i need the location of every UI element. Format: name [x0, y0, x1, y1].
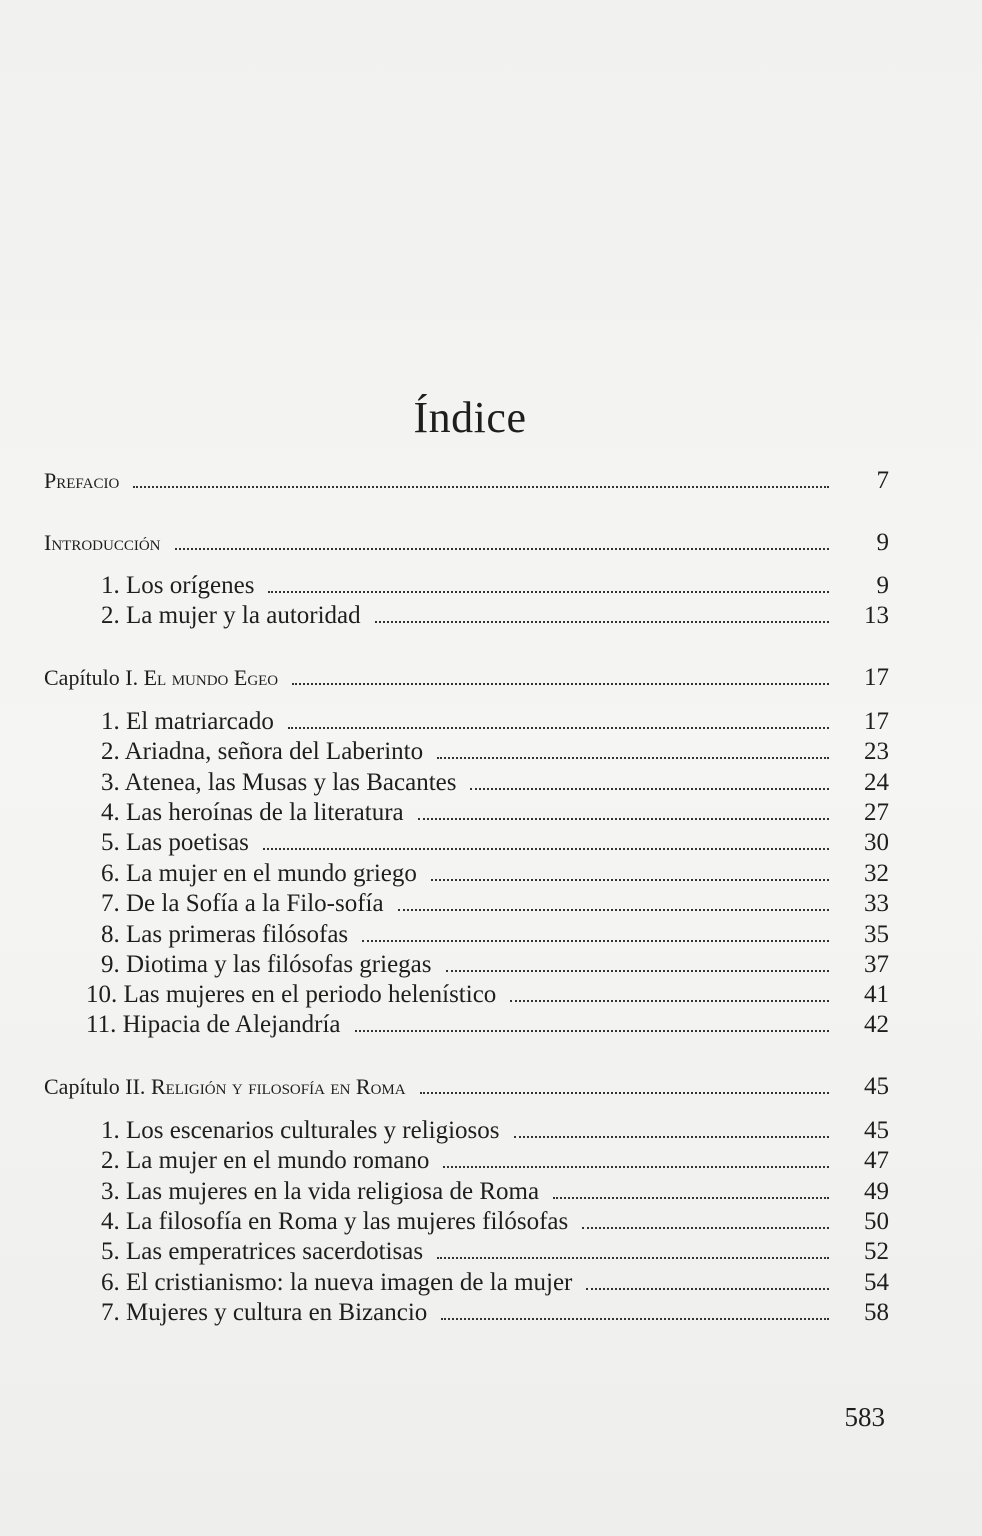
toc-entry-label: 2. La mujer en el mundo romano — [101, 1147, 430, 1174]
toc-entry-label: 5. Las emperatrices sacerdotisas — [101, 1238, 424, 1265]
toc-entry-label: 2. La mujer y la autoridad — [101, 602, 361, 629]
dot-leader — [375, 621, 829, 623]
toc-entry-prefacio[interactable] — [44, 466, 889, 496]
dot-leader — [470, 788, 829, 790]
dot-leader — [553, 1197, 829, 1199]
toc-entry-section[interactable] — [101, 601, 889, 631]
toc-entry-section[interactable] — [101, 1298, 889, 1328]
toc-entry-page: 58 — [864, 1299, 889, 1326]
dot-leader — [292, 683, 829, 685]
dot-leader — [443, 1166, 829, 1168]
toc-entry-section[interactable] — [101, 1146, 889, 1176]
dot-leader — [437, 757, 829, 759]
dot-leader — [441, 1318, 829, 1320]
toc-entry-page: 17 — [864, 664, 889, 691]
toc-entry-page: 54 — [864, 1269, 889, 1296]
toc-entry-page: 9 — [876, 572, 889, 599]
toc-entry-page: 23 — [864, 738, 889, 765]
toc-entry-page: 49 — [864, 1178, 889, 1205]
toc-entry-label: 6. La mujer en el mundo griego — [101, 860, 417, 887]
toc-entry-section[interactable] — [101, 707, 889, 737]
toc-entry-label: 4. Las heroínas de la literatura — [101, 799, 404, 826]
toc-entry-page: 52 — [864, 1238, 889, 1265]
toc-entry-page: 32 — [864, 860, 889, 887]
dot-leader — [355, 1030, 829, 1032]
toc-entry-section[interactable] — [101, 571, 889, 601]
chapter-prefix: Capítulo I. — [44, 665, 144, 690]
toc-entry-section[interactable] — [101, 889, 889, 919]
toc-entry-section[interactable] — [101, 768, 889, 798]
toc-entry-section[interactable] — [101, 828, 889, 858]
toc-entry-label: Introducción — [44, 530, 161, 555]
toc-entry-section[interactable] — [101, 1237, 889, 1267]
toc-entry-capitulo-1[interactable] — [44, 663, 889, 693]
toc-entry-page: 27 — [864, 799, 889, 826]
dot-leader — [437, 1257, 829, 1259]
toc-entry-page: 50 — [864, 1208, 889, 1235]
toc-entry-label: 4. La filosofía en Roma y las mujeres filósofas — [101, 1208, 569, 1235]
toc-entry-label: 8. Las primeras filósofas — [101, 921, 349, 948]
toc-entry-page: 35 — [864, 921, 889, 948]
chapter-prefix: Capítulo II. — [44, 1074, 151, 1099]
page-title: Índice — [413, 393, 527, 442]
toc-entry-introduccion[interactable] — [44, 528, 889, 558]
toc-entry-label: 7. De la Sofía a la Filo-sofía — [101, 890, 384, 917]
dot-leader — [418, 818, 829, 820]
toc-entry-page: 24 — [864, 769, 889, 796]
toc-entry-section[interactable] — [101, 920, 889, 950]
toc-entry-label: 10. Las mujeres en el periodo helenístico — [86, 981, 497, 1008]
toc-entry-label: 5. Las poetisas — [101, 829, 249, 856]
toc-entry-page: 17 — [864, 708, 889, 735]
dot-leader — [362, 940, 829, 942]
toc-entry-page: 37 — [864, 951, 889, 978]
toc-entry-label: 2. Ariadna, señora del Laberinto — [101, 738, 424, 765]
dot-leader — [175, 548, 830, 550]
toc-entry-section[interactable] — [101, 798, 889, 828]
toc-entry-page: 42 — [864, 1011, 889, 1038]
toc-entry-label: 11. Hipacia de Alejandría — [86, 1011, 341, 1038]
toc-entry-label: 1. Los escenarios culturales y religiosos — [101, 1117, 500, 1144]
page-number: 583 — [844, 1402, 885, 1432]
toc-entry-capitulo-2[interactable] — [44, 1072, 889, 1102]
chapter-name: El mundo Egeo — [143, 665, 279, 690]
dot-leader — [133, 486, 829, 488]
toc-entry-section[interactable] — [101, 1268, 889, 1298]
toc-entry-page: 9 — [876, 529, 889, 556]
toc-entry-section[interactable] — [86, 1010, 889, 1040]
toc-entry-section[interactable] — [101, 1207, 889, 1237]
toc-entry-page: 13 — [864, 602, 889, 629]
toc-entry-page: 41 — [864, 981, 889, 1008]
dot-leader — [510, 1000, 829, 1002]
dot-leader — [288, 727, 829, 729]
dot-leader — [268, 591, 829, 593]
toc-entry-page: 33 — [864, 890, 889, 917]
toc-entry-section[interactable] — [101, 1116, 889, 1146]
dot-leader — [586, 1288, 829, 1290]
toc-entry-label: 7. Mujeres y cultura en Bizancio — [101, 1299, 428, 1326]
toc-entry-page: 30 — [864, 829, 889, 856]
toc-entry-page: 45 — [864, 1073, 889, 1100]
toc-entry-section[interactable] — [101, 859, 889, 889]
toc-entry-label: 3. Las mujeres en la vida religiosa de Roma — [101, 1178, 540, 1205]
toc-entry-page: 47 — [864, 1147, 889, 1174]
toc-entry-label: 3. Atenea, las Musas y las Bacantes — [101, 769, 457, 796]
dot-leader — [431, 879, 829, 881]
toc-entry-section[interactable] — [86, 980, 889, 1010]
toc-entry-section[interactable] — [101, 1177, 889, 1207]
dot-leader — [398, 909, 829, 911]
toc-entry-label: 6. El cristianismo: la nueva imagen de la mujer — [101, 1269, 573, 1296]
toc-entry-page: 45 — [864, 1117, 889, 1144]
chapter-name: Religión y filosofía en Roma — [150, 1074, 406, 1099]
toc-entry-label: Prefacio — [44, 468, 120, 493]
toc-entry-page: 7 — [876, 467, 889, 494]
dot-leader — [514, 1136, 829, 1138]
toc-entry-label — [44, 663, 292, 693]
toc-entry-label: 1. El matriarcado — [101, 708, 274, 735]
toc-entry-section[interactable] — [101, 737, 889, 767]
toc-entry-label — [44, 1072, 420, 1102]
dot-leader — [420, 1092, 829, 1094]
dot-leader — [582, 1227, 829, 1229]
toc-entry-section[interactable] — [101, 950, 889, 980]
toc-entry-label: 1. Los orígenes — [101, 572, 255, 599]
dot-leader — [446, 970, 830, 972]
toc-entry-label: 9. Diotima y las filósofas griegas — [101, 951, 432, 978]
dot-leader — [263, 848, 829, 850]
